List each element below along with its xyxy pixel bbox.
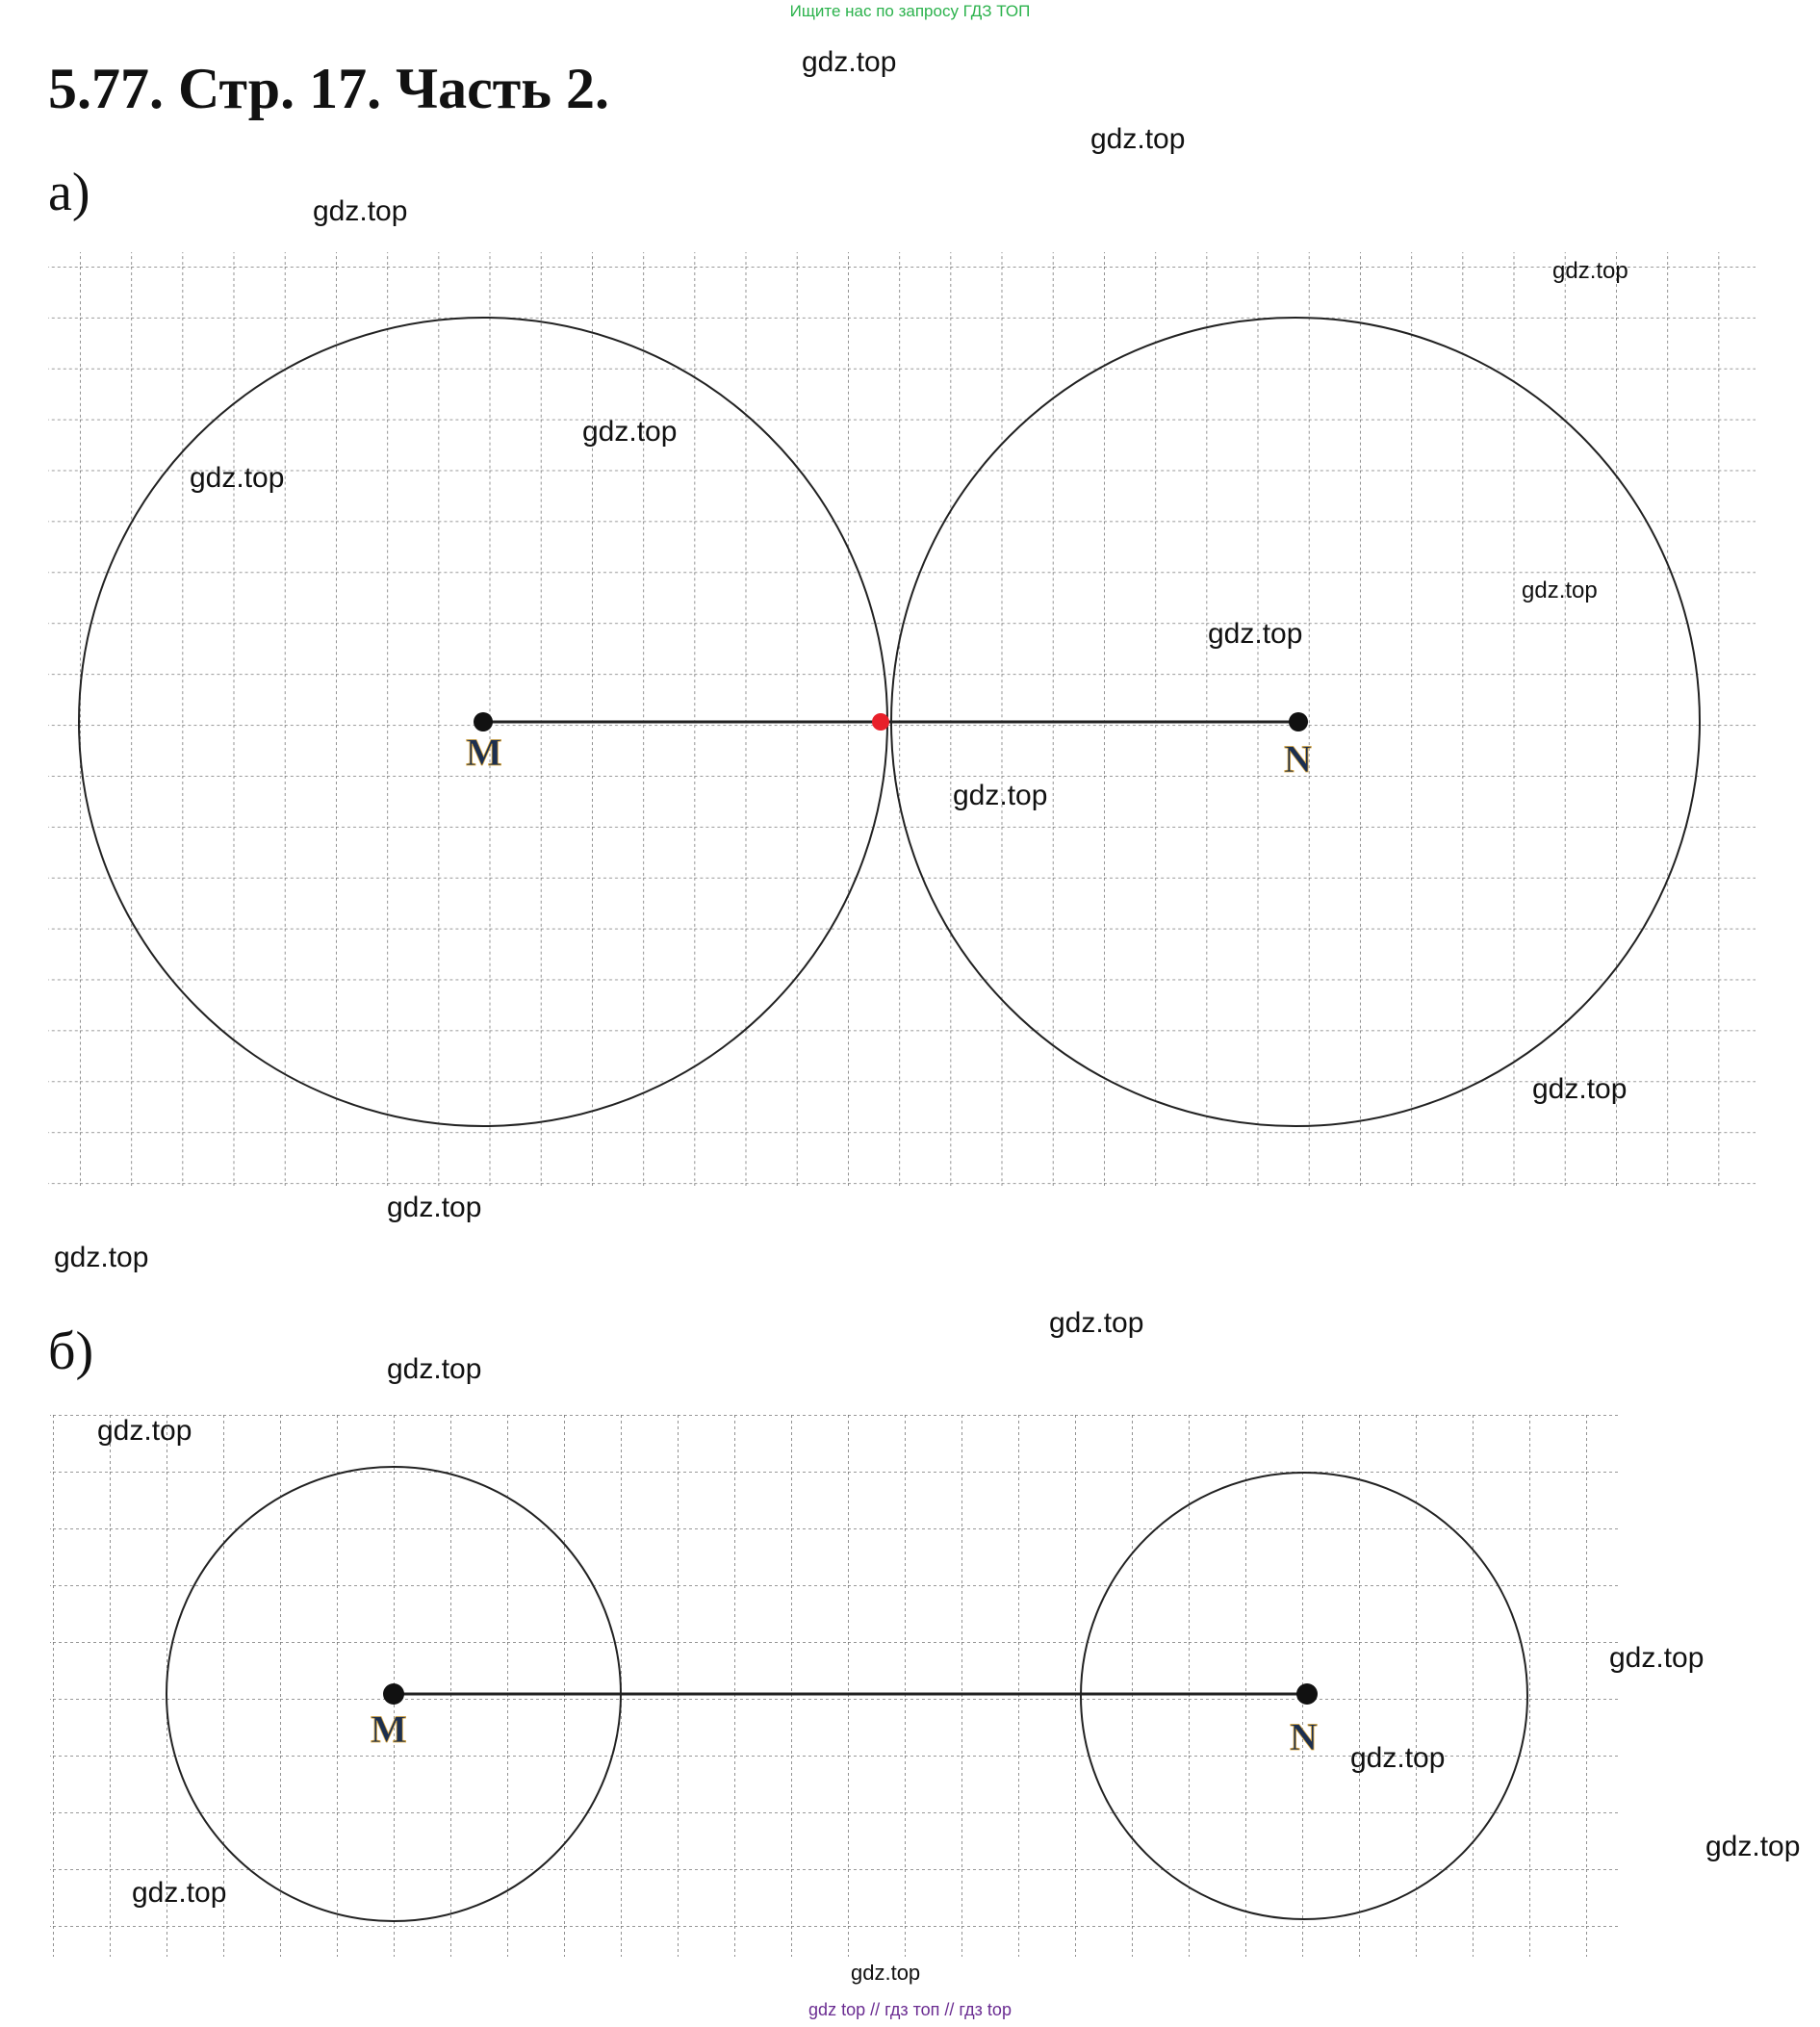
watermark: gdz.top — [802, 46, 897, 78]
top-banner: Ищите нас по запросу ГДЗ ТОП — [789, 2, 1031, 20]
part-a-label: а) — [48, 163, 90, 222]
watermark: gdz.top — [1522, 577, 1598, 603]
watermark: gdz.top — [313, 195, 408, 227]
watermark: gdz.top — [1350, 1742, 1446, 1774]
touch-point-a — [872, 713, 889, 731]
point-m-b — [383, 1683, 404, 1705]
watermark: gdz.top — [1049, 1307, 1144, 1339]
point-n-b — [1296, 1683, 1318, 1705]
label-n-b: N — [1290, 1715, 1318, 1758]
label-n-a: N — [1284, 737, 1312, 781]
grid-a — [48, 252, 1756, 1186]
watermark: gdz.top — [851, 1961, 921, 1985]
part-b-label: б) — [48, 1321, 94, 1381]
watermark: gdz.top — [97, 1415, 192, 1447]
watermark: gdz.top — [1090, 123, 1186, 155]
watermark: gdz.top — [1532, 1073, 1628, 1105]
watermark: gdz.top — [190, 462, 285, 494]
point-m-a — [474, 712, 493, 731]
watermark: gdz.top — [1705, 1831, 1801, 1862]
watermark: gdz.top — [953, 780, 1048, 811]
watermark: gdz.top — [582, 416, 678, 448]
watermark: gdz.top — [132, 1877, 227, 1909]
watermark: gdz.top — [54, 1242, 149, 1273]
footer-links: gdz top // гдз топ // гдз top — [808, 2000, 1012, 2019]
watermark: gdz.top — [1552, 258, 1628, 284]
label-m-a: M — [466, 731, 502, 774]
point-n-a — [1289, 712, 1308, 731]
watermark: gdz.top — [387, 1192, 482, 1223]
label-m-b: M — [371, 1707, 407, 1751]
watermark: gdz.top — [1208, 618, 1303, 650]
watermark: gdz.top — [387, 1353, 482, 1385]
watermark: gdz.top — [1609, 1642, 1705, 1674]
page-title: 5.77. Стр. 17. Часть 2. — [48, 57, 609, 120]
